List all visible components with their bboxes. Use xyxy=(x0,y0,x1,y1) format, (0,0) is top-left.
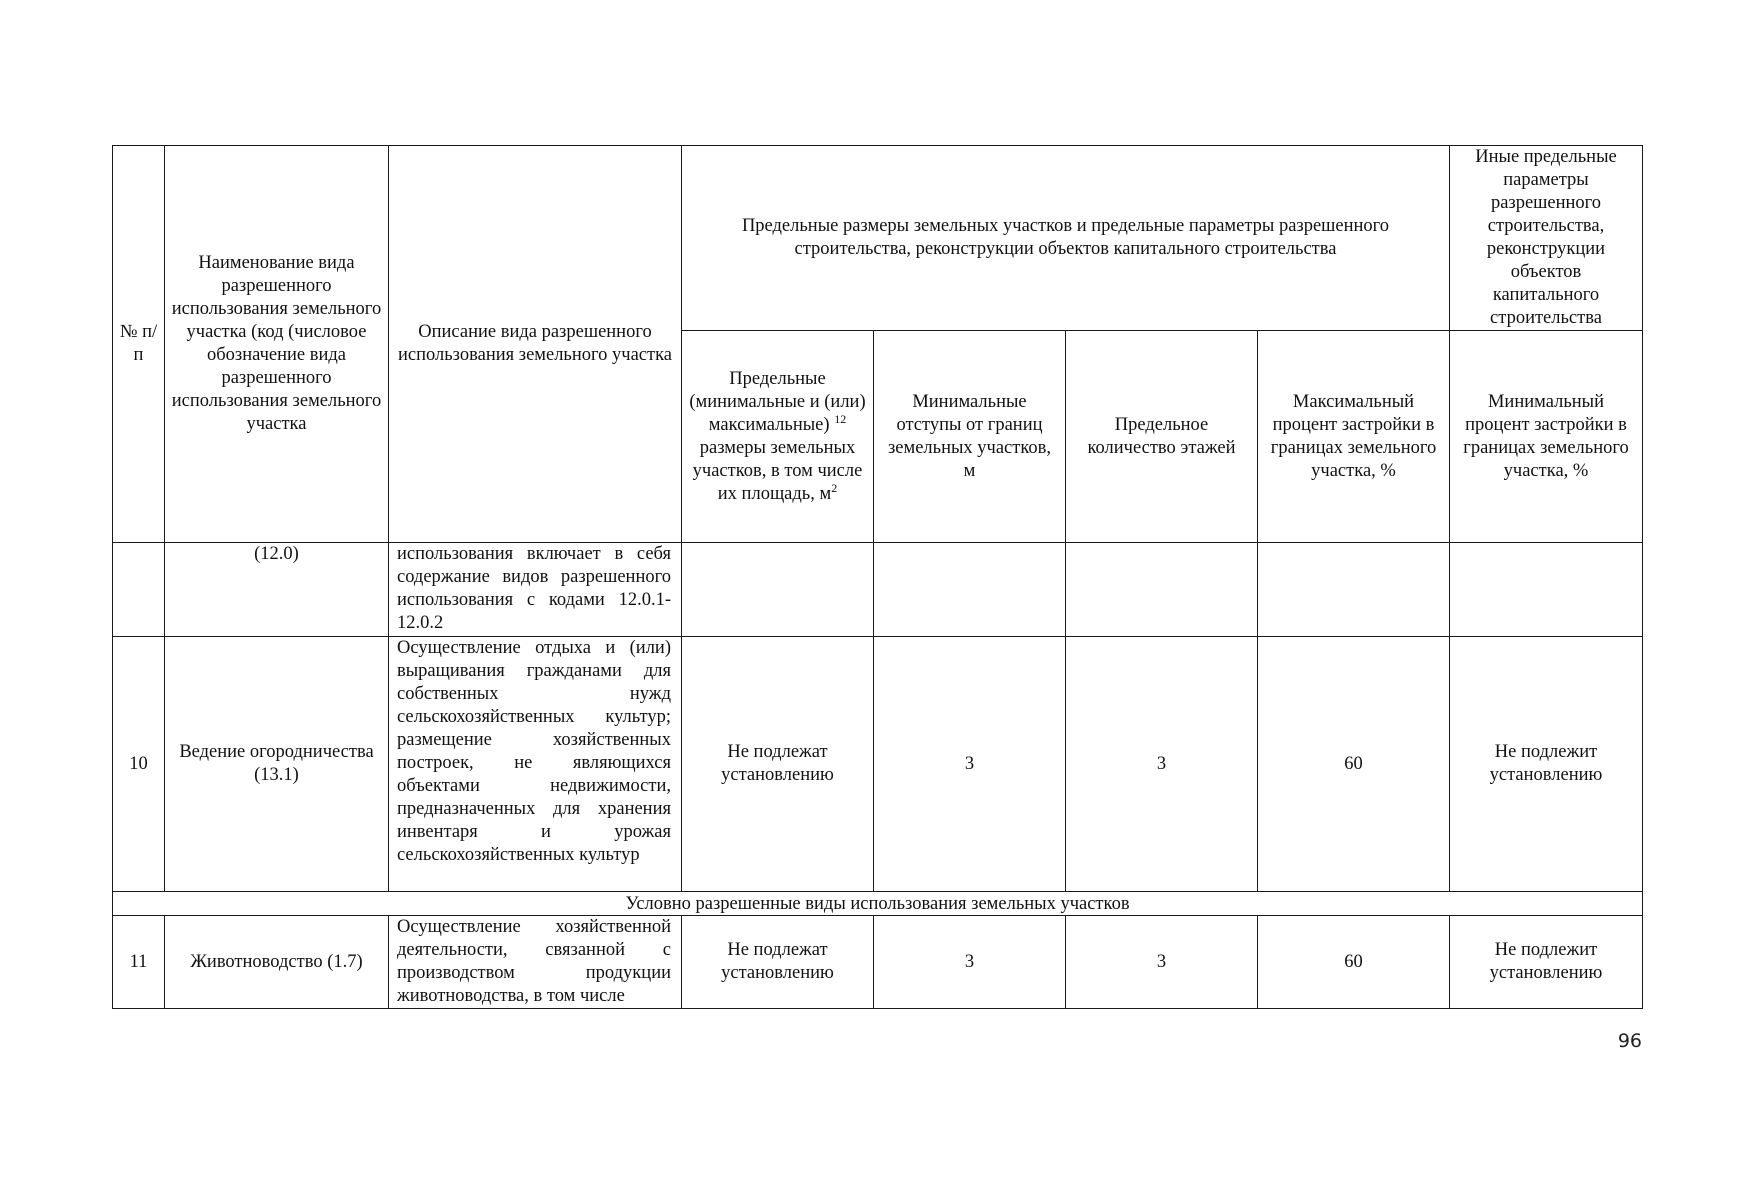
section-title: Условно разрешенные виды использования земельных участков xyxy=(113,892,1643,916)
cell-name: Ведение огородничества (13.1) xyxy=(165,637,389,892)
cell-name: Животноводство (1.7) xyxy=(165,916,389,1009)
header-limits-group: Предельные размеры земельных участков и предельные параметры разрешенного строительства, реконструкции объектов капитального строительства xyxy=(682,146,1450,331)
cell-min-coverage: Не подлежит установлению xyxy=(1450,637,1643,892)
land-use-regulations-table xyxy=(112,145,1643,1009)
cell-sizes: Не подлежат установлению xyxy=(682,916,874,1009)
header-setbacks: Минимальные отступы от границ земельных участков, м xyxy=(874,331,1066,543)
header-name: Наименование вида разрешенного использования земельного участка (код (числовое обозначение вида разрешенного использования земельного участка xyxy=(165,146,389,543)
header-description: Описание вида разрешенного использования земельного участка xyxy=(389,146,682,543)
header-min-coverage: Минимальный процент застройки в границах земельного участка, % xyxy=(1450,331,1643,543)
cell-setbacks: 3 xyxy=(874,916,1066,1009)
header-sizes-unit-sup: 2 xyxy=(831,480,838,495)
cell-min-coverage xyxy=(1450,543,1643,637)
cell-num: 11 xyxy=(113,916,165,1009)
header-row-main xyxy=(113,146,1643,331)
cell-min-coverage: Не подлежит установлению xyxy=(1450,916,1643,1009)
cell-name: (12.0) xyxy=(165,543,389,637)
cell-setbacks: 3 xyxy=(874,637,1066,892)
cell-floors xyxy=(1066,543,1258,637)
page-number: 96 xyxy=(1617,1030,1642,1052)
header-num: № п/п xyxy=(113,146,165,543)
cell-max-coverage xyxy=(1258,543,1450,637)
cell-num xyxy=(113,543,165,637)
header-sizes-footnote: 12 xyxy=(834,411,847,426)
cell-sizes: Не подлежат установлению xyxy=(682,637,874,892)
table-row xyxy=(113,916,1643,1009)
header-other-params: Иные предельные параметры разрешенного строительства, реконструкции объектов капитального строительства xyxy=(1450,146,1643,331)
cell-description: Осуществление отдыха и (или) выращивания гражданами для собственных нужд сельскохозяйственных культур; размещение хозяйственных построек, не являющихся объектами недвижимости, предназначенных для хранения инвентаря и урожая сельскохозяйственных культур xyxy=(389,637,682,892)
header-floors: Предельное количество этажей xyxy=(1066,331,1258,543)
cell-floors: 3 xyxy=(1066,637,1258,892)
cell-setbacks xyxy=(874,543,1066,637)
header-sizes-text: Предельные (минимальные и (или) максимальные) xyxy=(689,368,866,435)
table-row xyxy=(113,637,1643,892)
cell-floors: 3 xyxy=(1066,916,1258,1009)
section-header-row xyxy=(113,892,1643,916)
cell-max-coverage: 60 xyxy=(1258,637,1450,892)
cell-num: 10 xyxy=(113,637,165,892)
header-max-coverage: Максимальный процент застройки в границах земельного участка, % xyxy=(1258,331,1450,543)
cell-description: Осуществление хозяйственной деятельности, связанной с производством продукции животноводства, в том числе xyxy=(389,916,682,1009)
cell-max-coverage: 60 xyxy=(1258,916,1450,1009)
header-sizes-rest: размеры земельных участков, в том числе их площадь, м xyxy=(692,437,863,504)
header-sizes xyxy=(682,331,874,543)
table-row xyxy=(113,543,1643,637)
document-page xyxy=(112,145,1642,1009)
cell-description: использования включает в себя содержание видов разрешенного использования с кодами 12.0.1-12.0.2 xyxy=(389,543,682,637)
cell-sizes xyxy=(682,543,874,637)
